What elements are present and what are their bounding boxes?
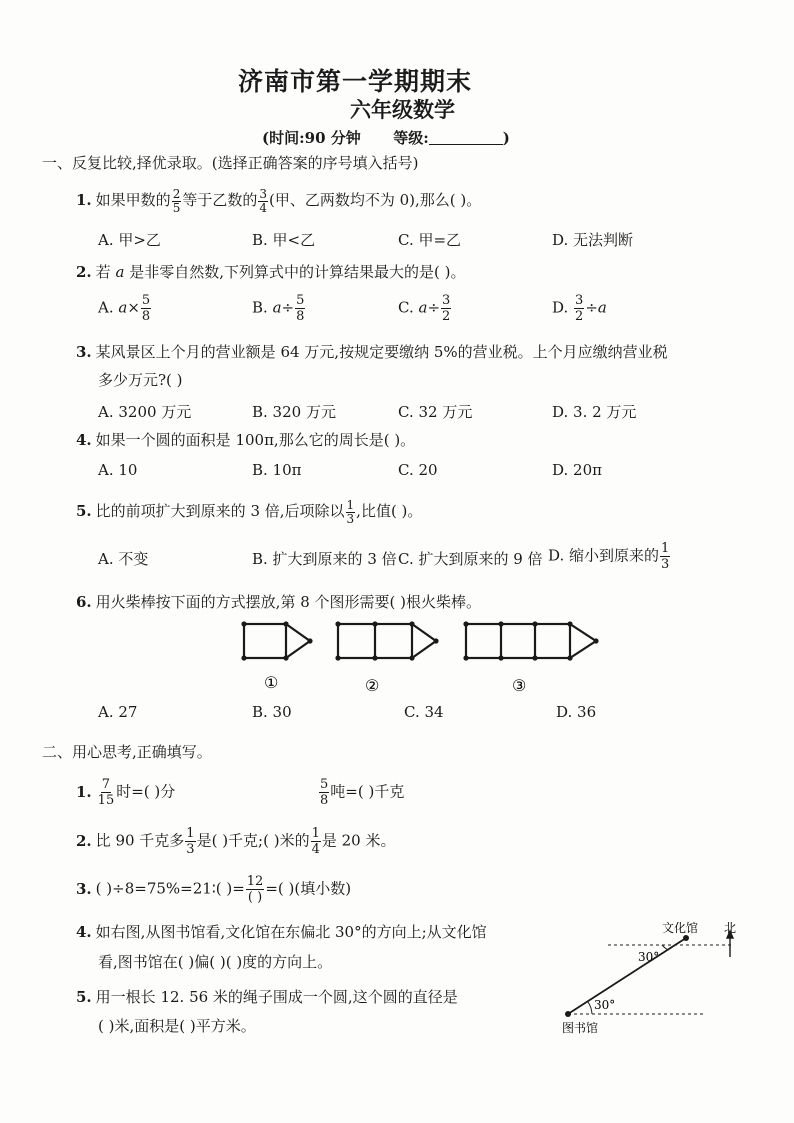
matchstick-figure-1-dots (241, 621, 312, 660)
s1-question-2: 2. 若 a 是非零自然数,下列算式中的计算结果最大的是( )。 (76, 263, 466, 281)
fraction: $\frac{2}{5}$ (172, 186, 181, 215)
s2-question-1b: $\frac{5}{8}$ 吨=( )千克 (320, 777, 405, 808)
s1-q2-option-d[interactable]: D. $\frac{3}{2}$ ÷a (552, 293, 607, 324)
s1-q5-option-d[interactable]: D. 缩小到原来的 $\frac{1}{3}$ (548, 541, 670, 572)
s1-q1-option-d[interactable]: D. 无法判断 (552, 231, 634, 249)
matchstick-figure-1 (244, 624, 310, 658)
grade-close: ) (502, 129, 510, 147)
s1-question-3: 3. 某风景区上个月的营业额是 64 万元,按规定要缴纳 5%的营业税。上个月应缴纳营业税 (76, 343, 668, 361)
matchstick-figure-3 (466, 624, 596, 658)
s1-q3-option-b[interactable]: B. 320 万元 (252, 403, 336, 421)
s1-q3-option-c[interactable]: C. 32 万元 (398, 403, 473, 421)
section2-title: 二、用心思考,正确填写。 (42, 743, 212, 761)
s1-q5-option-b[interactable]: B. 扩大到原来的 3 倍 (252, 550, 397, 568)
north-label: 北 (724, 921, 737, 935)
time-label: (时间:90 分钟 (262, 129, 361, 147)
angle-label-top: 30° (638, 950, 660, 964)
s1-question-3-line2: 多少万元?( ) (98, 371, 183, 389)
s2-question-3: 3. ( )÷8=75%=21∶( )= $\frac{12}{( )}$ =( )(填小数) (76, 874, 352, 905)
s1-q4-option-b[interactable]: B. 10π (252, 461, 302, 479)
library-point (565, 1011, 571, 1017)
angle-arc-bottom (588, 1002, 592, 1014)
s2-question-4-line2: 看,图书馆在( )偏( )( )度的方向上。 (98, 953, 333, 971)
s2-question-5: 5. 用一根长 12. 56 米的绳子围成一个圆,这个圆的直径是 (76, 988, 458, 1006)
direction-diagram (556, 912, 756, 1042)
s1-q4-option-c[interactable]: C. 20 (398, 461, 438, 479)
matchstick-figure-2-dots (335, 621, 438, 660)
s2-question-1: 1. $\frac{7}{15}$ 时=( )分 (76, 777, 176, 808)
connecting-line (568, 938, 686, 1014)
figure-label-3: ③ (512, 676, 527, 695)
s1-q3-option-d[interactable]: D. 3. 2 万元 (552, 403, 637, 421)
matchstick-figure-2 (338, 624, 436, 658)
matchstick-figures (230, 612, 620, 696)
s1-q5-option-a[interactable]: A. 不变 (98, 550, 149, 568)
s1-question-6: 6. 用火柴棒按下面的方式摆放,第 8 个图形需要( )根火柴棒。 (76, 593, 481, 611)
page-title: 济南市第一学期期末 (238, 67, 473, 96)
s2-question-4: 4. 如右图,从图书馆看,文化馆在东偏北 30°的方向上;从文化馆 (76, 923, 487, 941)
figure-label-2: ② (365, 676, 380, 695)
exam-meta (262, 127, 510, 148)
section1-title: 一、反复比较,择优录取。(选择正确答案的序号填入括号) (42, 154, 419, 172)
matchstick-figure-3-dots (463, 621, 598, 660)
page-subtitle: 六年级数学 (350, 97, 455, 122)
s1-q4-option-a[interactable]: A. 10 (98, 461, 138, 479)
figure-label-1: ① (264, 673, 279, 692)
s1-q6-option-a[interactable]: A. 27 (98, 703, 138, 721)
s1-q1-option-c[interactable]: C. 甲=乙 (398, 231, 462, 249)
s1-q6-option-d[interactable]: D. 36 (556, 703, 597, 721)
s1-question-1: 1. 如果甲数的 $\frac{2}{5}$ 等于乙数的 $\frac{3}{4}$ (甲、乙两数均不为 0),那么( )。 (76, 186, 482, 215)
fraction: $\frac{3}{4}$ (259, 186, 267, 215)
s1-q6-option-b[interactable]: B. 30 (252, 703, 292, 721)
s1-q3-option-a[interactable]: A. 3200 万元 (98, 403, 192, 421)
s1-q1-option-a[interactable]: A. 甲>乙 (98, 231, 161, 249)
grade-blank[interactable] (429, 128, 503, 145)
s1-q2-option-a[interactable]: A. a× $\frac{5}{8}$ (98, 293, 151, 324)
s1-q6-option-c[interactable]: C. 34 (404, 703, 444, 721)
library-label: 图书馆 (562, 1021, 599, 1035)
grade-label: 等级: (393, 129, 429, 147)
culture-center-label: 文化馆 (662, 921, 699, 935)
s1-question-4: 4. 如果一个圆的面积是 100π,那么它的周长是( )。 (76, 431, 416, 449)
s1-q2-option-b[interactable]: B. a÷ $\frac{5}{8}$ (252, 293, 305, 324)
s1-question-5: 5. 比的前项扩大到原来的 3 倍,后项除以 $\frac{1}{3}$ ,比值( )。 (76, 497, 423, 526)
s1-q4-option-d[interactable]: D. 20π (552, 461, 602, 479)
s1-q5-option-c[interactable]: C. 扩大到原来的 9 倍 (398, 550, 543, 568)
s1-q2-option-c[interactable]: C. a÷ $\frac{3}{2}$ (398, 293, 451, 324)
angle-arc-top (662, 945, 668, 950)
s2-question-2: 2. 比 90 千克多 $\frac{1}{3}$ 是( )千克;( )米的 $\frac{1}{4}$ 是 20 米。 (76, 826, 396, 857)
s1-q1-option-b[interactable]: B. 甲<乙 (252, 231, 316, 249)
s2-question-5-line2: ( )米,面积是( )平方米。 (98, 1017, 256, 1035)
angle-label-bottom: 30° (594, 998, 616, 1012)
culture-center-point (683, 935, 689, 941)
